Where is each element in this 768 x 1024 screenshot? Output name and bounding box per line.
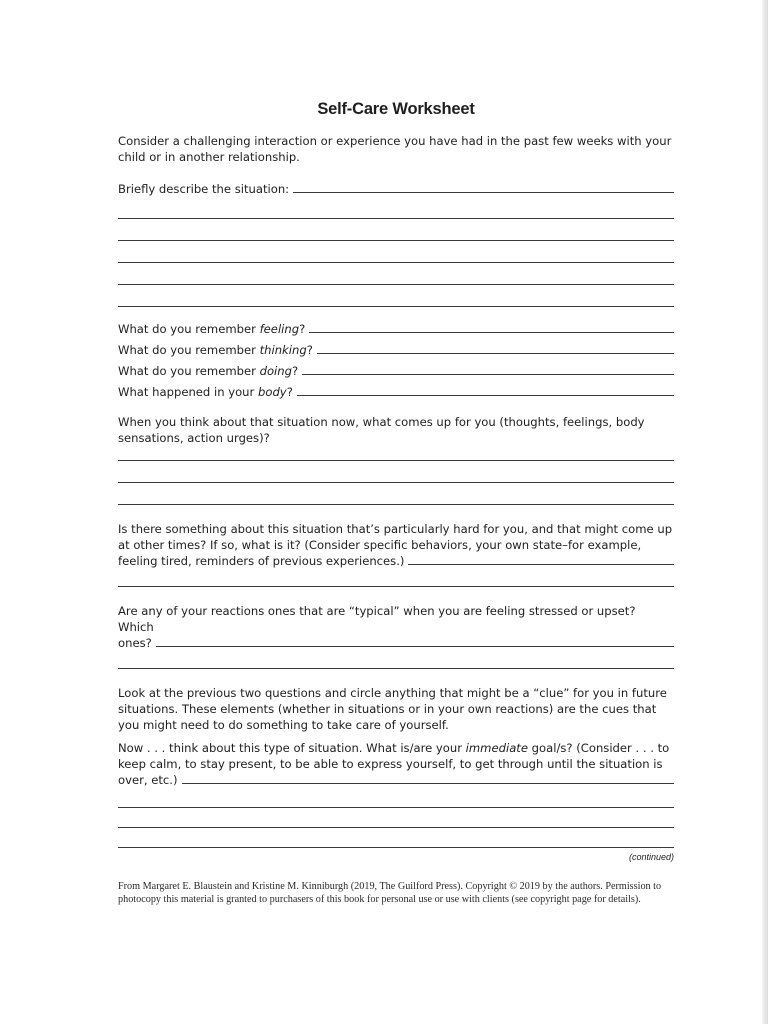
hard-question-text: Is there something about this situation that’s particularly hard for you, and that might come up at other times? If so, what is it? (Consider specific behaviors, your own state–for example,	[118, 522, 673, 552]
typical-question-tail: ones?	[118, 636, 152, 650]
now-answer-line-1[interactable]	[118, 460, 674, 461]
now-answer-line-2[interactable]	[118, 482, 674, 483]
hard-answer-line-2[interactable]	[118, 586, 674, 587]
body-row	[118, 384, 674, 400]
feeling-answer-line[interactable]	[309, 331, 674, 333]
situation-answer-line-1[interactable]	[293, 191, 674, 193]
intro-text: Consider a challenging interaction or experience you have had in the past few weeks with your child or in another relationship.	[118, 134, 672, 164]
doing-answer-line[interactable]	[302, 373, 674, 375]
continued-label: (continued)	[628, 852, 674, 862]
situation-prompt: Briefly describe the situation:	[118, 182, 290, 196]
goals-question	[118, 740, 674, 788]
situation-answer-line-3[interactable]	[118, 240, 674, 241]
situation-answer-line-6[interactable]	[118, 306, 674, 307]
feeling-prompt: What do you remember feeling?	[118, 322, 306, 336]
thinking-row	[118, 342, 674, 358]
copyright-footer: From Margaret E. Blaustein and Kristine M. Kinniburgh (2019, The Guilford Press). Copyright © 2019 by the authors. Permission to photocopy this material is granted to purchasers of this book for personal use or use with clients (see copyright page for details).	[118, 881, 662, 905]
typical-answer-line-1[interactable]	[156, 645, 674, 647]
situation-row	[118, 181, 674, 197]
doing-row	[118, 363, 674, 379]
goals-answer-line-3[interactable]	[118, 827, 674, 828]
typical-question	[118, 603, 674, 651]
goals-answer-line-1[interactable]	[182, 782, 675, 784]
hard-answer-line-1[interactable]	[408, 563, 674, 565]
goals-answer-line-4[interactable]	[118, 847, 674, 848]
scan-edge-shadow	[762, 0, 768, 1024]
situation-answer-line-4[interactable]	[118, 262, 674, 263]
page-title: Self-Care Worksheet	[317, 100, 475, 118]
goals-answer-line-2[interactable]	[118, 807, 674, 808]
body-answer-line[interactable]	[297, 394, 674, 396]
feeling-row	[118, 321, 674, 337]
doing-prompt: What do you remember doing?	[118, 364, 299, 378]
now-question: When you think about that situation now, what comes up for you (thoughts, feelings, body sensations, action urges)?	[118, 415, 645, 445]
thinking-prompt: What do you remember thinking?	[118, 343, 313, 357]
situation-answer-line-2[interactable]	[118, 218, 674, 219]
thinking-answer-line[interactable]	[317, 352, 674, 354]
situation-answer-line-5[interactable]	[118, 284, 674, 285]
hard-question-last-row	[118, 553, 674, 569]
hard-question-tail: feeling tired, reminders of previous experiences.)	[118, 554, 405, 568]
goals-question-text: Now . . . think about this type of situation. What is/are your immediate goal/s? (Consider . . . to keep calm, to stay present, to be able to express yourself, to get through until the situation is	[118, 741, 670, 771]
goals-question-tail: over, etc.)	[118, 773, 178, 787]
clue-instructions: Look at the previous two questions and circle anything that might be a “clue” for you in future situations. These elements (whether in situations or in your own reactions) are the cues that you might need to do something to take care of yourself.	[118, 686, 667, 732]
worksheet-page	[118, 100, 674, 862]
goals-question-last-row	[118, 772, 674, 788]
hard-question	[118, 521, 674, 569]
body-prompt: What happened in your body?	[118, 385, 293, 399]
typical-answer-line-2[interactable]	[118, 668, 674, 669]
now-answer-line-3[interactable]	[118, 504, 674, 505]
typical-question-text: Are any of your reactions ones that are “typical” when you are feeling stressed or upset? Which	[118, 604, 636, 634]
typical-question-last-row	[118, 635, 674, 651]
